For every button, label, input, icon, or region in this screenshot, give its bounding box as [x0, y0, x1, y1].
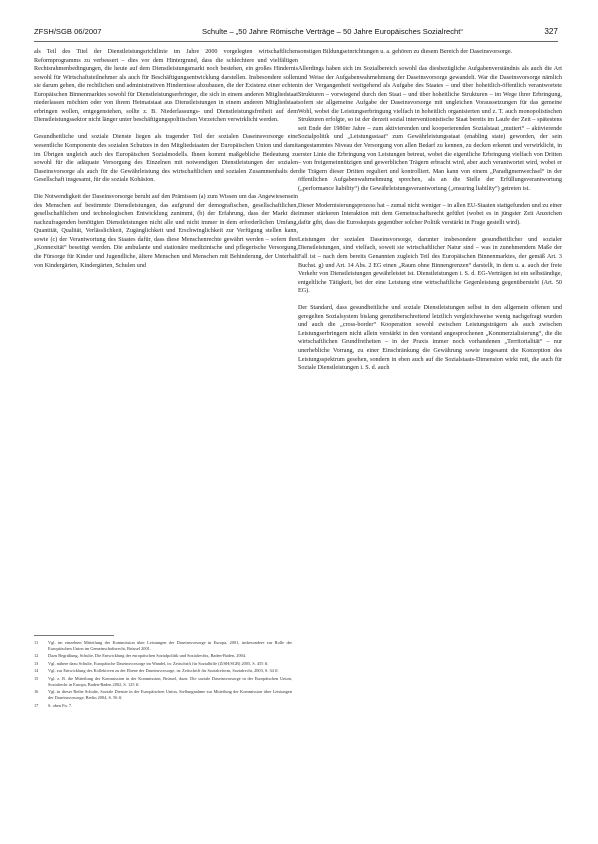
running-title: Schulte – „50 Jahre Römische Verträge – 50 Jahre Europäisches Sozialrecht“: [202, 27, 463, 36]
footnote-number: 12: [34, 653, 39, 659]
footnote: [34, 668, 292, 674]
footnote: [34, 640, 292, 652]
footnotes: [34, 640, 292, 710]
footnote-text: Vgl. z. B. die Mitteilung der Kommission in der Kommission, Brüssel, dazu: Die soziale Daseinsvorsorge in der Europäischen Union, Sozialrecht in Europa, Baden-Baden 2002, S. 125 ff.: [48, 675, 292, 687]
left-paragraph: Gesundheitliche und soziale Dienste liegen als tragender Teil der sozialen Daseinsvorsorge eine wesentliche Komponente des sozialen Schutzes in den Mitgliedstaaten der Europäischen Union und damit im Übrigen ungleich auch des Europäischen Sozialmodells. Ihnen kommt maßgebliche Bedeutung zu sowohl für die adäquate Versorgung des Einzelnen mit notwendigen Dienstleistungen der sozialen Daseinsvorsorge als auch für die Gewährleistung des wirtschaftlichen und sozialen Zusammenhalts der Gesellschaft insgesamt, für die soziale Kohäsion.: [34, 134, 298, 184]
footnote-text: Vgl. im einzelnen Mitteilung der Kommission über Leistungen der Daseinsvorsorge in Europa, 2001, insbesondere zur Rolle der Europäischen Union im Gemeinschaftsrecht, Brüssel 2001.: [48, 640, 292, 652]
footnote-text: S. oben Fn. 7.: [48, 702, 73, 708]
left-paragraph: Die Notwendigkeit der Daseinsvorsorge beruht auf den Prämissen (a) zum Wissen um das Angewiesensein des Menschen auf bestimmte Dienstleistungen, das aufgrund der demografischen, gesellschaftlichen, gesellschaftlichen und technologischen Entwicklung zunimmt, (b) der Erfahrung, dass der Markt die nachzufragenden benötigten Dienstleistungen nicht alle und nicht immer in dem erforderlichen Umfang, Quantität, Qualität, Verlässlichkeit, Zugänglichkeit und Erschwinglichkeit zur Verfügung stellen kann, sowie (c) der Verantwortung des Staates dafür, dass diese Menschenrechte gewährt werden – sofern ihre „Konnexität“ beseitigt werden. Die ambulante und stationäre medizinische und pflegerische Versorgung, die Fürsorge für Kinder und Jugendliche, ältere Menschen und Menschen mit Behinderung, der Unterhalt von Kindergärten, Kindergärten, Schulen und: [34, 194, 298, 269]
footnote-number: 13: [34, 660, 39, 666]
right-paragraph: Allerdings haben sich im Sozialbereich sowohl das diesbezügliche Aufgabenverständnis als auch die Art und Weise der Aufgabenwahrnehmung der Daseinsvorsorge gewandelt. War die Daseinsvorsorge nämlich in der Vergangenheit weitgehend als Aufgabe des Staates – und über hoheitlich-öffentlich verantwortete Strukturen – vorwiegend durch den Staat – und über hoheitliche Strukturen – im Wege ihrer Erbringung, sofern sie allgemeine Aufgabe der Daseinsvorsorge mit ungleichen Voraussetzungen für das gemeine Wohl, wobei die Leistungserbringung vielfach in hoheitlich organisierten und z. T. auch monopolistischen Strukturen erfolgte, so ist der derzeit sozial interventionistische Staat bereits im Laufe der Zeit – spätestens seit Ende der 1980er Jahre – zum aktivierenden und kooperierenden Sozialstaat „mutiert“ – aktivierende Sozialpolitik und „Leistungsstaat“ zum Gewährleistungsstaat (enabling state) geworden, der sein angestammtes Niveau der Versorgung von allen Bedarf zu kennen, zu decken erkennt und verwirklicht, in erster Linie die Erbringung von Leistungen betreut, wobei die eigentliche Erbringung vielfach von Dritten – von freigemeinnützigen und gewerblichen Trägern erbracht wird, aber auch verantwortet wird, wobei er die Trägern dieser Dritten reguliert und kontrolliert. Man kann von einem „Paradigmenwechsel“ in der öffentlichen Aufgabenwahrnehmung sprechen, als an die Stelle der Erfüllungsverantwortung („performance liability“) die Gewährleistungsverantwortung („ensuring liability“) getreten ist.: [298, 66, 562, 192]
footnote: [34, 676, 292, 688]
left-column: [34, 48, 298, 279]
footnote-number: 11: [34, 640, 39, 645]
footnote: [34, 661, 292, 667]
footnote: [34, 689, 292, 701]
right-paragraph: sonstigen Bildungseinrichtungen u. a. gehören zu diesem Bereich der Daseinsvorsorge.: [298, 49, 513, 55]
right-paragraph: Der Standard, dass gesundheitliche und soziale Dienstleistungen selbst in den allgemein offenen und geregelten Sozialsystem bislang grenzüberschreitend letztlich vergleichsweise wenig nachgefragt wurden und auch die „cross-border“ Kooperation sowohl zwischen Leistungsträgern als auch zwischen Leistungserbringern nicht allein verstärkt in den vorstand angesprochenen „Kommerzialisierung“, die die wirtschaftlichen Grundfreiheiten – in der Praxis immer noch vorhandenen „Territorialität“ – nur unerhebliche Vorrang, zu einer Einschränkung die Gewährung sowie insgesamt die Konzeption des Leistungsspektrum gesehen, sondern in eben auch auf die Sozialstaats-Dimension wirkt mit, die auch für Soziale Dienstleistungen i. S. d. auch: [298, 305, 562, 372]
footnote-number: 17: [34, 702, 39, 708]
footnote-text: Dazu Begrüßung, Schulte, Die Entwicklung der europäischen Sozialpolitik und Sozialrechts, Baden-Baden, 2004.: [48, 653, 247, 659]
page-number: 327: [544, 27, 558, 36]
right-paragraph: Leistungen der sozialen Daseinsvorsorge, darunter insbesondere gesundheitlicher und sozialer Dienstleistungen, sind vielfach, soweit sie wirtschaftlicher Natur sind – was in zunehmendem Maße der Fall ist – nach dem bereits Genannten zugleich Teil des Europäischen Binnenmarktes, der gemäß Art. 3 Buchst. g) und Art. 14 Abs. 2 EG einen „Raum ohne Binnengrenzen“ darstellt, in dem u. a. auch der freie Verkehr von Dienstleistungen gewährleistet ist. Dienstleistungen i. S. d. EG-Verträgen ist ein selbständige, entgeltliche Tätigkeit, bei der eine Leistung eine wirtschaftliche Gegenleistung gegenübersteht (Art. 50 EG).: [298, 236, 562, 295]
footnote-number: 16: [34, 689, 39, 695]
running-header: [34, 27, 558, 41]
right-column: [298, 48, 562, 381]
footnote-text: Vgl. zur Entwicklung des Kollektiven zu der Ebene der Daseinsvorsorge, in: Zeitschrift für Sozialreform, Sozialrecht, 2003, S. 34 ff.: [48, 668, 279, 674]
footnote-text: Vgl. nähere dazu Schulte, Europäische Daseinsvorsorge im Wandel, in: Zeitschrift für Sozialhilfe (ZfSH/SGB) 2005, S. 455 ff.: [48, 660, 269, 666]
footnote: [34, 703, 292, 709]
footnote-rule: [34, 635, 114, 636]
header-rule: [34, 41, 558, 42]
journal-citation: ZFSH/SGB 06/2007: [34, 27, 102, 36]
footnote-number: 15: [34, 675, 39, 681]
footnote-number: 14: [34, 668, 39, 674]
footnote-text: Vgl. in dieser Reihe Schulte, Soziale Dienste in der Europäischen Union, Stellungnahme zur Mitteilung der Kommission über Leistungen der Daseinsvorsorge, Berlin 2004, S. 56 ff.: [48, 689, 292, 701]
footnote: [34, 653, 292, 659]
left-paragraph: als Teil des Titel der Dienstleistungsrichtlinie im Jahre 2000 vorgelegten wirtschaftlichen Reformprogramms zu verbessert – dies vor dem Hintergrund, dass die schlechtere und vielfältigen Rechtsrahmenbedingungen, die heute auf dem Dienstleistungsmarkt noch bestehen, ein großes Hindernis sowohl für Wirtschaftsteilnehmer als auch für Beschäftigungsentwicklung darstellen. Insbesondere sollen sie darum gehen, die rechtlichen und administrativen Hindernisse abzubauen, die der Existenz einer echten Europäischen Binnenmarktes sowohl für Dienstleistungserbringer, die sich in einem anderen Mitgliedstaat niederlassen möchten oder von ihrem Heimatstaat aus Dienstleistungen in einem anderen Mitgliedstaat erbringen wollen, entgegenstehen, sollte z. B. Niederlassungs- und Dienstleistungsfreiheit auf dem Dienstleistungssektor nicht länger unter beschäftigungspolitischen Vorzeichen verwirklicht werden.: [34, 49, 298, 124]
right-paragraph: Dieser Modernisierungsprozess hat – zumal nicht weniger – in allen EU-Staaten stattgefunden und zu einer immer stärkeren Interaktion mit dem Gemeinschaftsrecht geführt (wobei es in jüngster Zeit Anzeichen dafür gibt, dass die Euroskepsis gegenüber solcher Politik verstärkt in Frage gestellt wird).: [298, 202, 562, 226]
